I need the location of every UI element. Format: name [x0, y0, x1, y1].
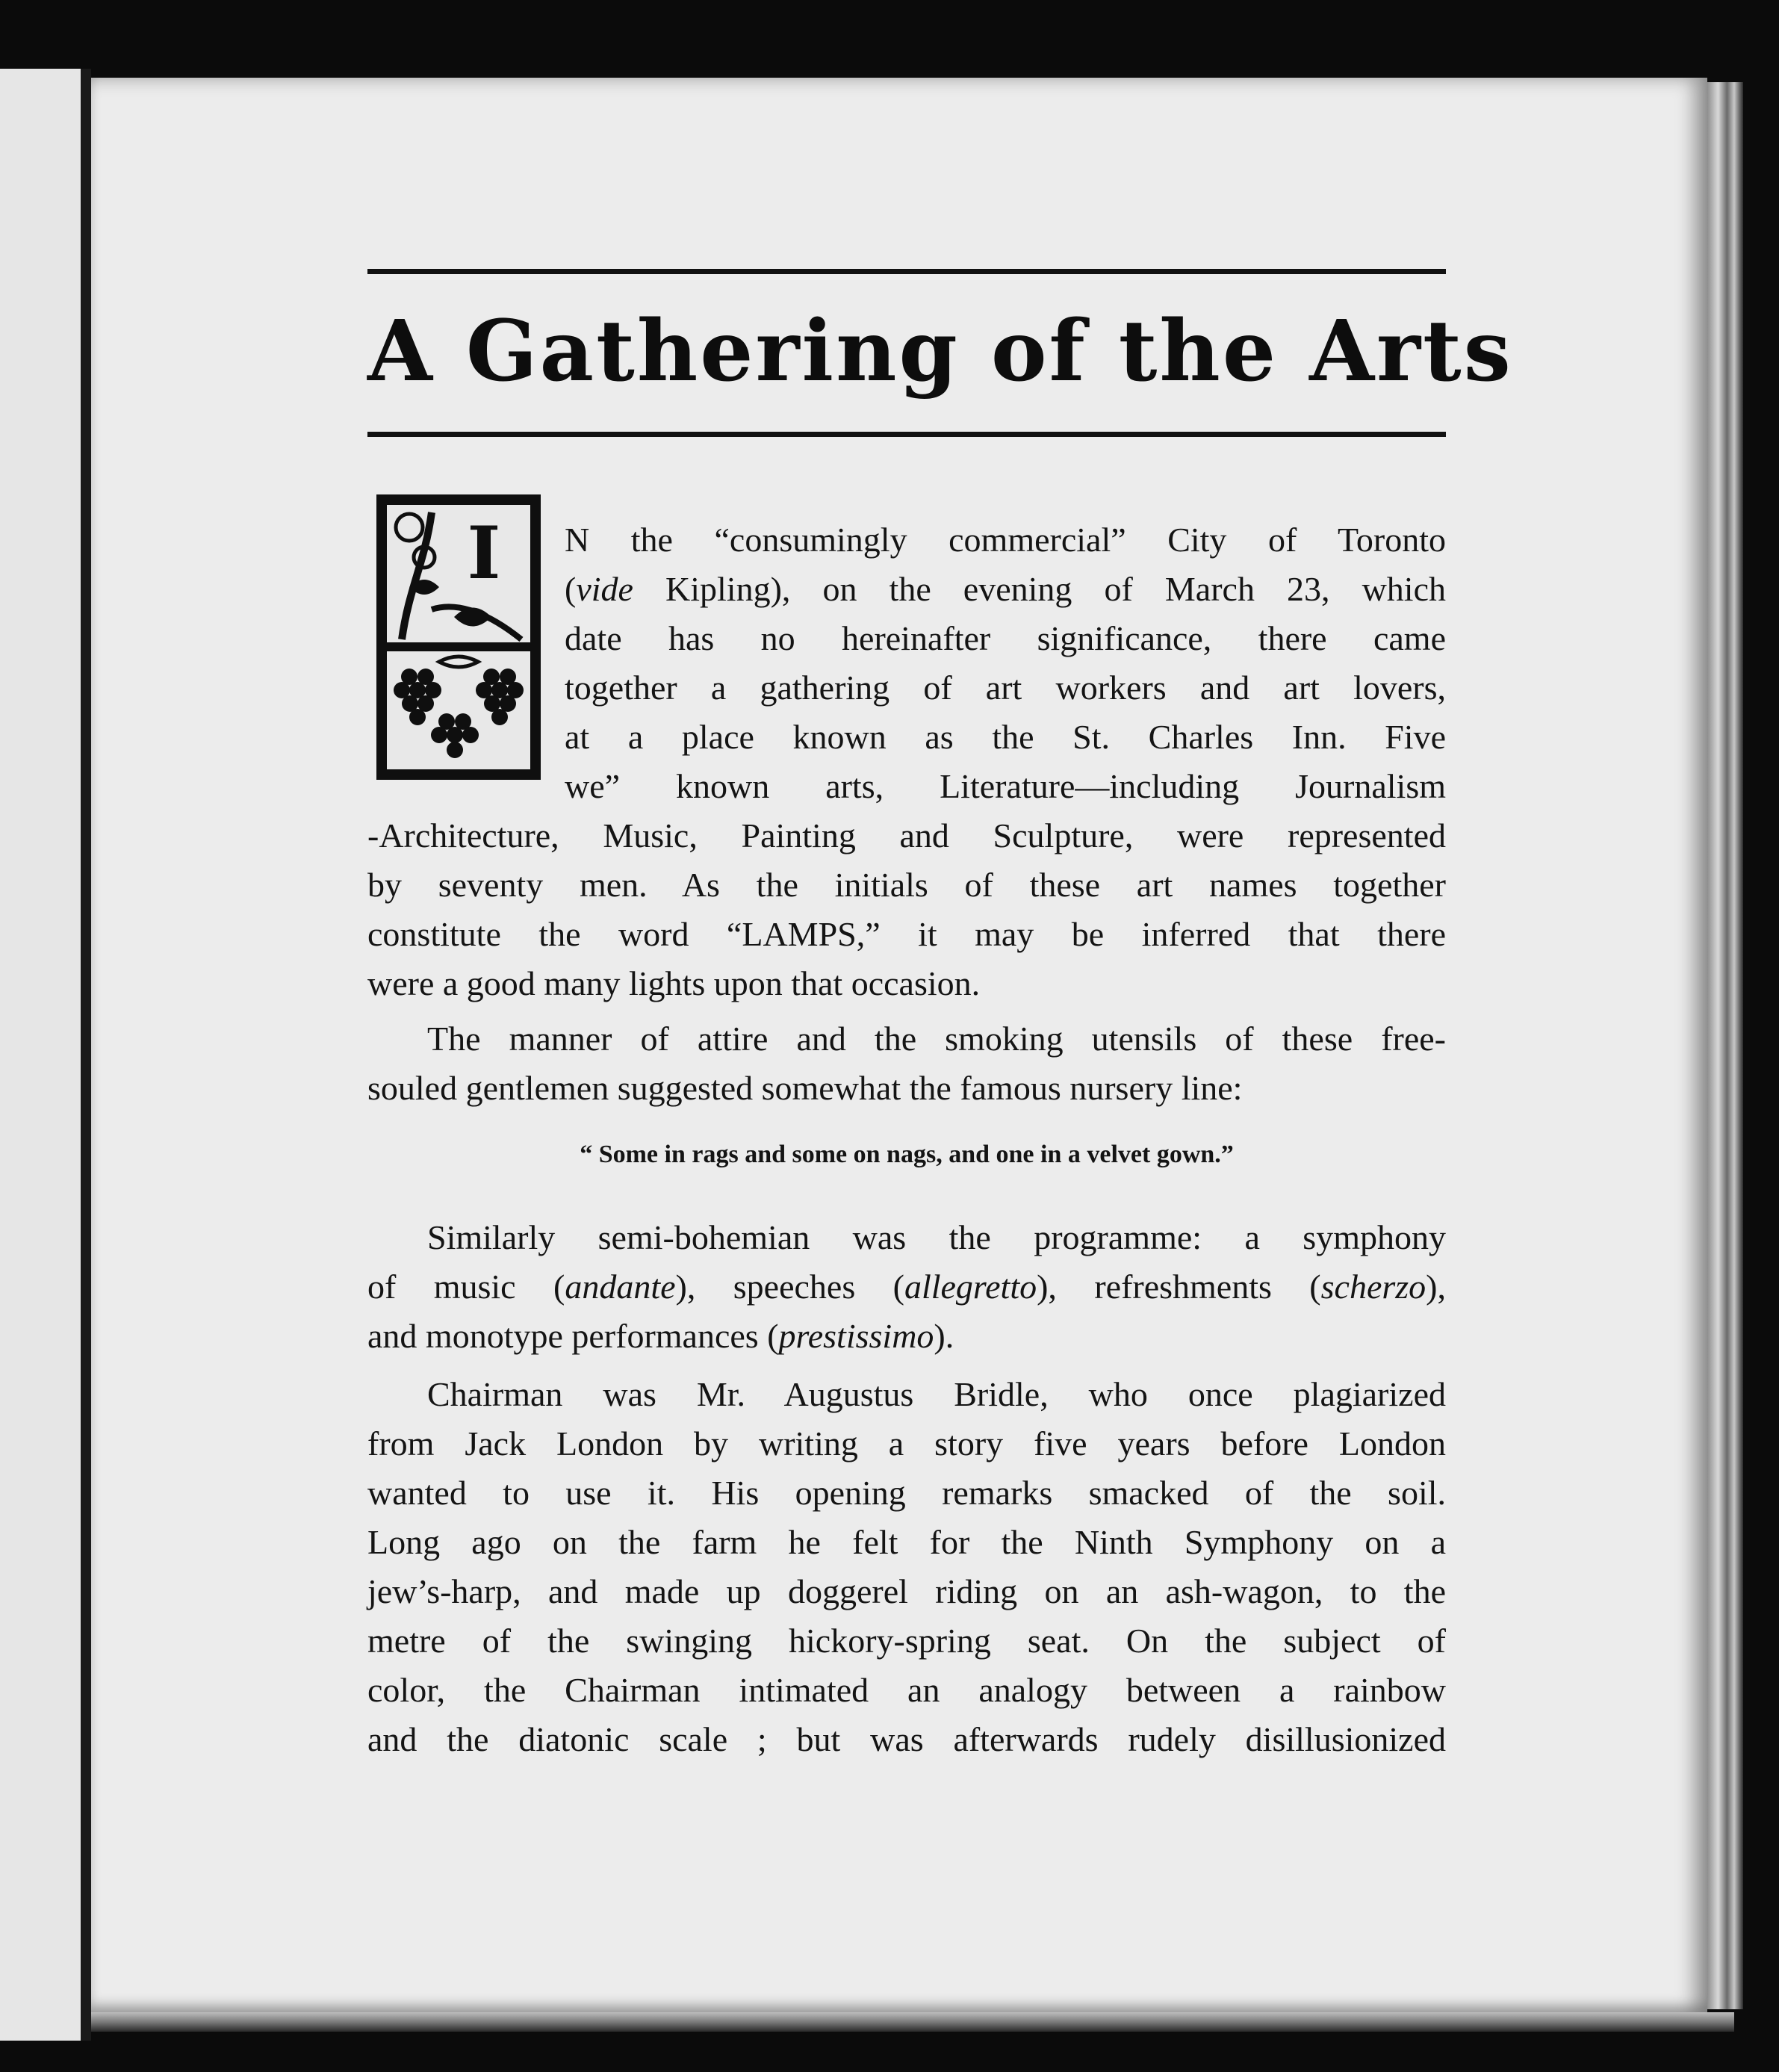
body-line: wanted to use it. His opening remarks smacked of the soil.	[367, 1474, 1446, 1512]
body-line: Similarly semi-bohemian was the programme: a symphony	[427, 1218, 1446, 1256]
body-line: -Architecture, Music, Painting and Sculpture, were represented	[367, 816, 1446, 854]
tempo-term: andante	[565, 1268, 676, 1306]
body-line: The manner of attire and the smoking utensils of these free-	[427, 1020, 1446, 1058]
body-line: (vide Kipling), on the evening of March 23, which	[565, 570, 1446, 608]
text-run: ),	[1426, 1268, 1446, 1306]
body-line	[367, 1312, 1446, 1361]
body-line: Long ago on the farm he felt for the Ninth Symphony on a	[367, 1523, 1446, 1561]
text-run: ), speeches (	[675, 1268, 904, 1306]
text-run: and monotype performances (	[367, 1317, 779, 1355]
title-rule-top	[367, 269, 1446, 274]
body-line: date has no hereinafter significance, there came	[565, 619, 1446, 657]
body-line: by seventy men. As the initials of these art names together	[367, 866, 1446, 904]
body-line: jew’s-harp, and made up doggerel riding on an ash-wagon, to the	[367, 1572, 1446, 1610]
body-line: souled gentlemen suggested somewhat the famous nursery line:	[367, 1069, 1243, 1107]
tempo-term: scherzo	[1320, 1268, 1426, 1306]
drop-cap-letter: I	[467, 511, 501, 595]
page-bottom-edge	[91, 2012, 1734, 2032]
tempo-term: prestissimo	[778, 1317, 934, 1355]
body-line: constitute the word “LAMPS,” it may be inferred that there	[367, 915, 1446, 953]
body-line: from Jack London by writing a story five years before London	[367, 1424, 1446, 1463]
body-line: we” known arts, Literature—including Journalism	[565, 767, 1446, 805]
body-line: Chairman was Mr. Augustus Bridle, who once plagiarized	[427, 1375, 1446, 1413]
body-line: metre of the swinging hickory-spring seat. On the subject of	[367, 1622, 1446, 1660]
body-line: and the diatonic scale ; but was afterwards rudely disillusionized	[367, 1720, 1446, 1758]
title-rule-bottom	[367, 432, 1446, 437]
body-line	[367, 1262, 1446, 1312]
grapevine-ornament-icon	[379, 497, 538, 777]
body-line: together a gathering of art workers and art lovers,	[565, 669, 1446, 707]
book-gutter	[81, 69, 91, 2041]
ornamental-drop-cap	[376, 494, 541, 780]
text-run: ).	[934, 1317, 954, 1355]
left-page-edge	[0, 69, 81, 2041]
body-line: were a good many lights upon that occasion.	[367, 964, 981, 1002]
page-stack-edge	[1707, 82, 1743, 2009]
body-line: N the “consumingly commercial” City of Toronto	[565, 521, 1446, 559]
body-line: color, the Chairman intimated an analogy between a rainbow	[367, 1671, 1446, 1709]
text-run: ), refreshments (	[1037, 1268, 1321, 1306]
latin-term: vide	[576, 570, 633, 608]
tempo-term: allegretto	[904, 1268, 1037, 1306]
text-run: of music (	[367, 1268, 565, 1306]
body-line: at a place known as the St. Charles Inn. Five	[565, 718, 1446, 756]
nursery-quote: “ Some in rags and some on nags, and one in a velvet gown.”	[580, 1141, 1234, 1168]
page-title: A Gathering of the Arts	[367, 303, 1513, 400]
